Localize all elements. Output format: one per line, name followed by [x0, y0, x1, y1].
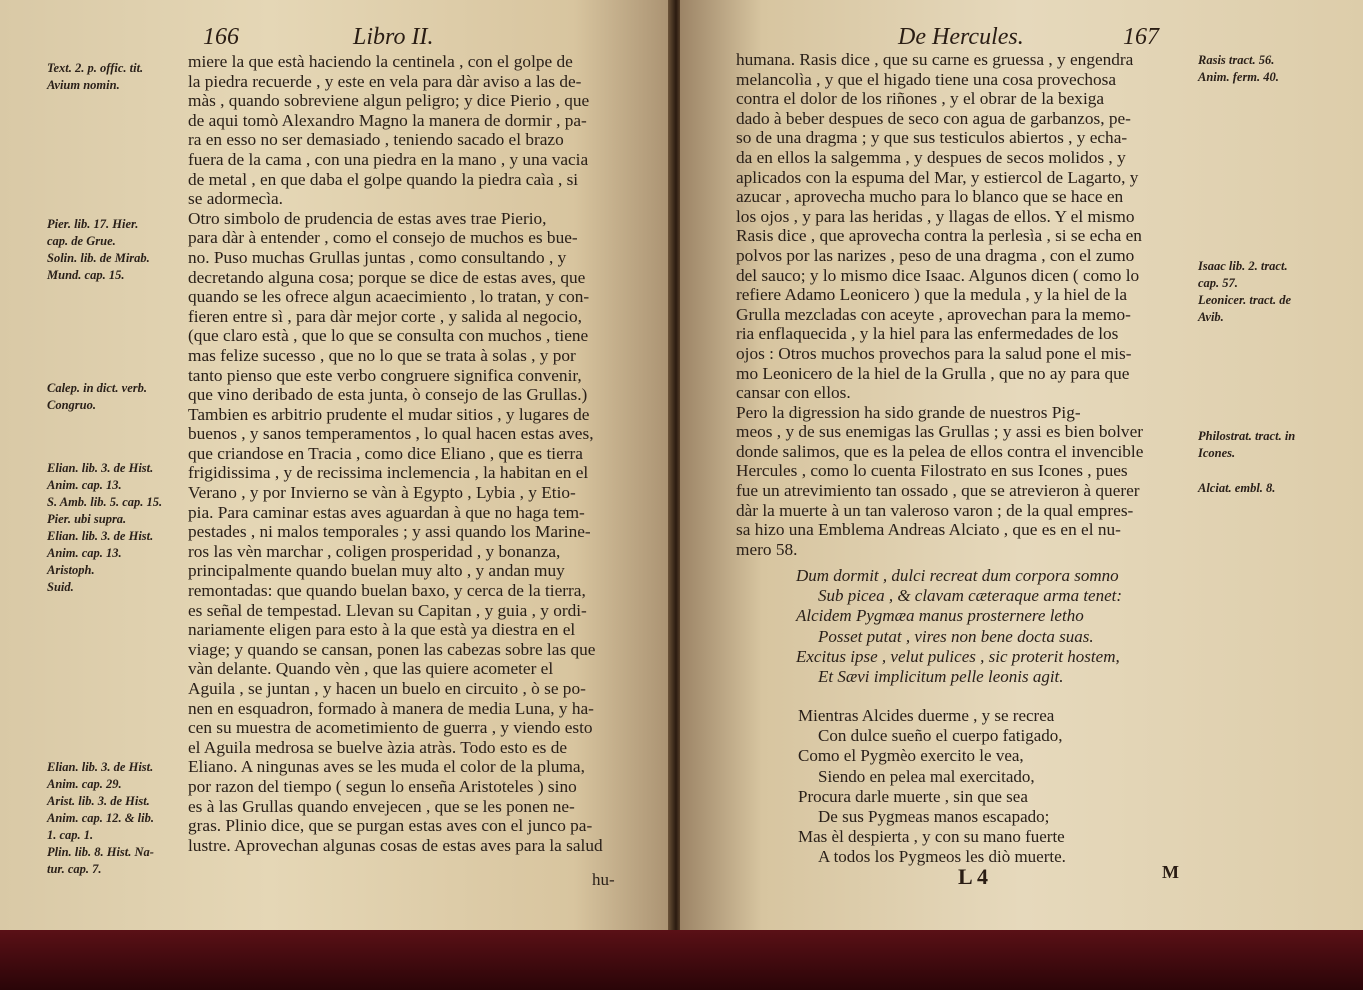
text-line: es à las Grullas quando envejecen , que se les ponen ne- [188, 796, 575, 816]
text-line: refiere Adamo Leonicero ) que la medula , y la hiel de la [736, 285, 1128, 305]
body-text [736, 50, 1188, 559]
text-line: Como el Pygmèo exercito le vea, [798, 746, 1024, 766]
page-number: 167 [1123, 24, 1159, 50]
text-line: Hercules , como lo cuenta Filostrato en sus Icones , pues [736, 461, 1128, 481]
text-line: humana. Rasis dice , que su carne es gruessa , y engendra [736, 50, 1134, 69]
spanish-verse [798, 706, 1066, 868]
text-line: Et Sævi implicitum pelle leonis agit. [818, 667, 1064, 687]
left-page [0, 0, 675, 930]
text-line: gras. Plinio dice, que se purgan estas aves con el junco pa- [188, 816, 593, 836]
text-line: buenos , y sanos temperamentos , lo qual hacen estas aves, [188, 424, 594, 444]
text-line: dàr la muerte à un tan valeroso varon ; de la qual empres- [736, 500, 1134, 520]
text-line: Excitus ipse , velut pulices , sic proterit hostem, [796, 646, 1120, 666]
text-line: Otro simbolo de prudencia de estas aves trae Pierio, [188, 208, 547, 228]
text-line: miere la que està haciendo la centinela , con el golpe de [188, 52, 573, 71]
text-line: aplicados con la espuma del Mar, y estiercol de Lagarto, y [736, 167, 1139, 187]
text-line: que criandose en Tracia , como dice Eliano , que es tierra [188, 443, 583, 463]
text-line: ria enflaquecida , y la hiel para las enfermedades de los [736, 324, 1119, 344]
text-line: para dàr à entender , como el consejo de muchos es bue- [188, 228, 578, 248]
text-line: da en ellos la salgemma , y despues de secos molidos , y [736, 147, 1126, 167]
catchword: M [1162, 862, 1179, 882]
text-line: ra en esso no ser demasiado , teniendo sacado el brazo [188, 130, 564, 150]
text-line: mo Leonicero de la hiel de la Grulla , que no ay para que [736, 363, 1130, 383]
text-line: Con dulce sueño el cuerpo fatigado, [818, 726, 1063, 746]
text-line: de aqui tomò Alexandro Magno la manera de dormir , pa- [188, 110, 587, 130]
text-line: quando se les ofrece algun acaecimiento , lo tratan, y con- [188, 287, 590, 307]
text-line: mero 58. [736, 539, 798, 559]
text-line: fuera de la cama , con una piedra en la mano , y una vacia [188, 149, 589, 169]
text-line: màs , quando sobreviene algun peligro; y dice Pierio , que [188, 91, 590, 111]
text-line: el Aguila medrosa se buelve àzia atràs. Todo esto es de [188, 737, 568, 757]
margin-note: Calep. in dict. verb. Congruo. [47, 381, 147, 412]
text-line: Sub picea , & clavam cæteraque arma tenet: [818, 586, 1123, 606]
margin-note: Rasis tract. 56. Anim. ferm. 40. [1198, 53, 1279, 84]
text-line: Procura darle muerte , sin que sea [798, 786, 1028, 806]
text-line: polvos por las narizes , peso de una dragma , con el zumo [736, 245, 1135, 265]
text-line: que vino deribado de esta junta, ò consejo de las Grullas.) [188, 385, 588, 405]
text-line: los ojos , y para las heridas , y llagas de ellos. Y el mismo [736, 206, 1135, 226]
text-line: donde salimos, que es la pelea de ellos contra el invencible [736, 441, 1144, 461]
text-line: tanto pienso que este verbo congruere significa convenir, [188, 365, 582, 385]
catchword: hu- [592, 870, 615, 889]
latin-verse [796, 566, 1122, 687]
text-line: ros las vèn marchar , coligen prosperidad , y bonanza, [188, 541, 561, 561]
text-line: cen su muestra de acometimiento de guerra , y viendo esto [188, 718, 593, 738]
margin-note: Elian. lib. 3. de Hist. Anim. cap. 13. S. Amb. lib. 5. cap. 15. Pier. ubi supra. Elian. lib. 3. de Hist. Anim. cap. 13. Aristoph. Suid. [47, 461, 163, 594]
text-line: cansar con ellos. [736, 383, 851, 403]
text-line: Pero la digression ha sido grande de nuestros Pig- [736, 402, 1081, 422]
text-line: A todos los Pygmeos les diò muerte. [818, 847, 1066, 867]
text-line: Verano , y por Invierno se vàn à Egypto , Lybia , y Etio- [188, 483, 576, 503]
text-line: viage; y quando se cansan, ponen las cabezas sobre las que [188, 639, 596, 659]
text-line: (que claro està , que lo que se consulta con muchos , tiene [188, 326, 589, 346]
text-line: Siendo en pelea mal exercitado, [818, 766, 1035, 786]
text-line: dado à beber despues de seco con agua de garbanzos, pe- [736, 108, 1131, 128]
text-line: Eliano. A ningunas aves se les muda el color de la pluma, [188, 757, 585, 777]
text-line: meos , y de sus enemigas las Grullas ; y assi es bien bolver [736, 422, 1143, 442]
text-line: Grulla mezcladas con aceyte , aprovechan para la memo- [736, 304, 1131, 324]
margin-note: Elian. lib. 3. de Hist. Anim. cap. 29. Arist. lib. 3. de Hist. Anim. cap. 12. & lib. 1. cap. 1. Plin. lib. 8. Hist. Na- tur. cap. 7. [47, 760, 154, 876]
text-line: vàn delante. Quando vèn , que las quiere acometer el [188, 659, 554, 679]
margin-note: Alciat. embl. 8. [1198, 481, 1276, 495]
text-line: Dum dormit , dulci recreat dum corpora somno [796, 566, 1119, 585]
text-line: fue un atrevimiento tan ossado , que se atrevieron à querer [736, 481, 1140, 501]
text-line: principalmente quando buelan muy alto , y andan muy [188, 561, 565, 581]
text-line: nariamente eligen para esto à la que està ya diestra en el [188, 620, 576, 640]
table-surface [0, 930, 1363, 990]
text-line: ojos : Otros muchos provechos para la salud pone el mis- [736, 343, 1132, 363]
margin-note: Text. 2. p. offic. tit. Avium nomin. [47, 61, 144, 92]
text-line: azucar , aprovecha mucho para lo blanco que se hace en [736, 187, 1124, 207]
running-head: Libro II. [353, 24, 434, 50]
signature-mark: L 4 [958, 864, 988, 889]
text-line: por razon del tiempo ( segun lo enseña Aristoteles ) sino [188, 776, 577, 796]
text-line: Rasis dice , que aprovecha contra la perlesìa , si se echa en [736, 226, 1142, 246]
margin-note: Philostrat. tract. in Icones. [1198, 429, 1296, 460]
text-line: contra el dolor de los riñones , y el obrar de la bexiga [736, 89, 1105, 109]
text-line: decretando alguna cosa; porque se dice de estas aves, que [188, 267, 586, 287]
text-line: de metal , en que daba el golpe quando la piedra caìa , si [188, 169, 579, 189]
text-line: sa hizo una Emblema Andreas Alciato , que es en el nu- [736, 520, 1121, 540]
text-line: del sauco; y lo mismo dice Isaac. Algunos dicen ( como lo [736, 265, 1140, 285]
text-line: so de una dragma ; y que sus testiculos abiertos , y echa- [736, 128, 1128, 148]
running-head: De Hercules. [898, 24, 1024, 50]
text-line: pia. Para caminar estas aves aguardan à que no haga tem- [188, 502, 585, 522]
text-line: se adormecìa. [188, 189, 283, 209]
text-line: remontadas: que quando buelan baxo, y cerca de la tierra, [188, 581, 586, 601]
text-line: lustre. Aprovechan algunas cosas de estas aves para la salud [188, 835, 603, 855]
page-number: 166 [203, 24, 239, 50]
text-line: Tambien es arbitrio prudente el mudar sitios , y lugares de [188, 404, 590, 424]
text-line: la piedra recuerde , y este en vela para dàr aviso a las de- [188, 71, 582, 91]
margin-note: Pier. lib. 17. Hier. cap. de Grue. Solin. lib. de Mirab. Mund. cap. 15. [47, 217, 150, 282]
text-line: Posset putat , vires non bene docta suas. [818, 626, 1094, 646]
margin-notes [1198, 52, 1338, 497]
text-line: Mientras Alcides duerme , y se recrea [798, 706, 1055, 725]
right-page [680, 0, 1363, 930]
text-line: no. Puso muchas Grullas juntas , como consultando , y [188, 247, 567, 267]
margin-notes [47, 60, 182, 878]
text-line: Aguila , se juntan , y hacen un buelo en circuito , ò se po- [188, 679, 586, 698]
margin-note: Isaac lib. 2. tract. cap. 57. Leonicer. tract. de Avib. [1198, 259, 1292, 324]
text-line: frigidissima , y de recissima inclemencia , la habitan en el [188, 463, 589, 483]
text-line: De sus Pygmeas manos escapado; [818, 807, 1050, 827]
text-line: mas felize sucesso , que no lo que se trata à solas , y por [188, 345, 576, 365]
text-line: Mas èl despierta , y con su mano fuerte [798, 827, 1065, 847]
text-line: melancolìa , y que el higado tiene una cosa provechosa [736, 69, 1117, 89]
text-line: pestades , ni malos temporales ; y assi quando los Marine- [188, 522, 591, 542]
text-line: fieren entre sì , para dàr mejor corte , y salida al negocio, [188, 306, 582, 326]
text-line: es señal de tempestad. Llevan su Capitan , y guia , y ordi- [188, 600, 587, 620]
body-text [188, 52, 633, 855]
text-line: nen en esquadron, formado à manera de media Luna, y ha- [188, 698, 594, 718]
text-line: Alcidem Pygmæa manus prosternere letho [796, 606, 1084, 626]
